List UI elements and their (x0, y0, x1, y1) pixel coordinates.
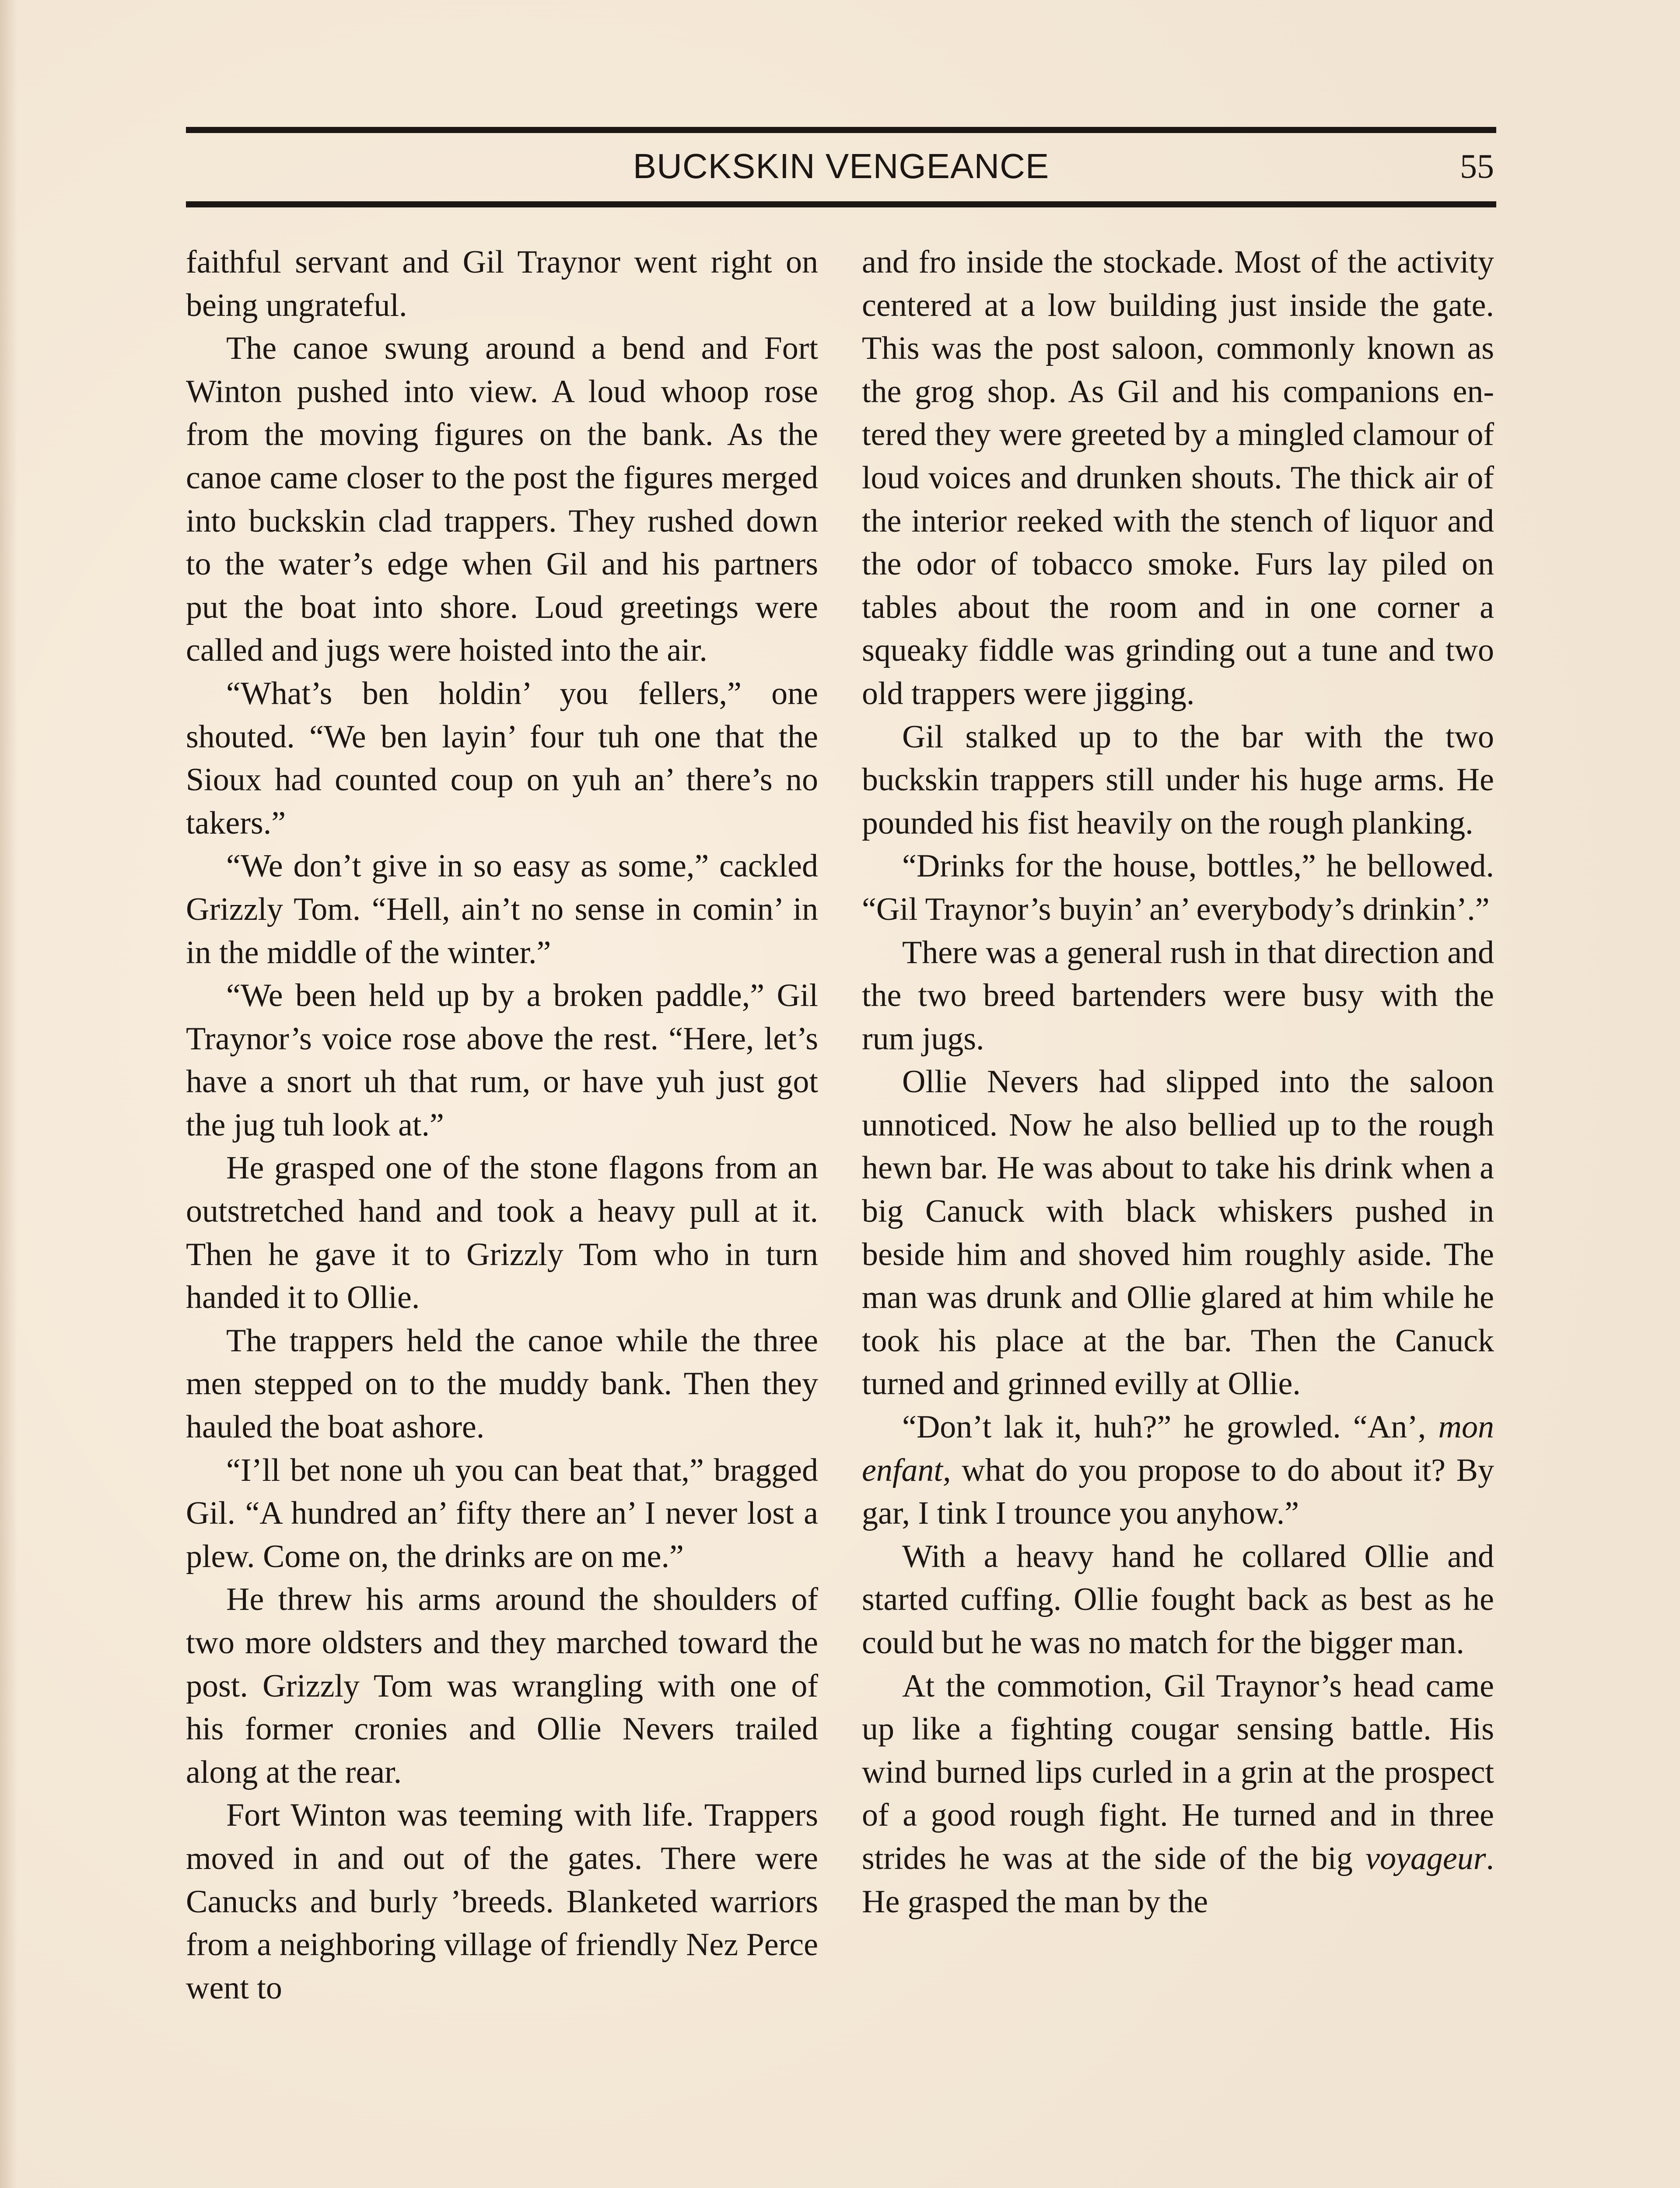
paragraph: “We don’t give in so easy as some,” cackled Grizzly Tom. “Hell, ain’t no sense in comin’ in in the middle of the winter.” (186, 848, 818, 971)
paragraph: The trappers held the canoe while the three men stepped on to the muddy bank. Then they hauled the boat ashore. (186, 1322, 818, 1445)
paragraph: He threw his arms around the shoulders of two more oldsters and they marched toward the post. Grizzly Tom was wrangling with one of his former cronies and Ollie Nevers trailed along at the rear. (186, 1581, 818, 1790)
paragraph (862, 1406, 1494, 1535)
paragraph: and fro inside the stockade. Most of the activity centered at a low building just inside the gate. This was the post saloon, commonly known as the grog shop. As Gil and his companions entered they were greeted by a mingled clamour of loud voices and drunken shouts. The thick air of the interior reeked with the stench of liquor and the odor of tobacco smoke. Furs lay piled on tables about the room and in one corner a squeaky fiddle was grinding out a tune and two old trappers were jigging. (862, 244, 1494, 712)
paragraph: Ollie Nevers had slipped into the saloon unnoticed. Now he also bellied up to the rough hewn bar. He was about to take his drink when a big Canuck with black whiskers pushed in beside him and shoved him roughly aside. The man was drunk and Ollie glared at him while he took his place at the bar. Then the Canuck turned and grinned evilly at Ollie. (862, 1064, 1494, 1402)
text-run: . He grasped the man by the (862, 1840, 1494, 1920)
text-run: At the commotion, Gil Traynor’s head came up like a fighting cougar sensing battle. His wind burned lips curled in a grin at the prospect of a good rough fight. He turned and in three strides he was at the side of the big (862, 1668, 1494, 1876)
paragraph: “I’ll bet none uh you can beat that,” bragged Gil. “A hundred an’ fifty there an’ I never lost a plew. Come on, the drinks are on me.” (186, 1452, 818, 1574)
paragraph: He grasped one of the stone flagons from an outstretched hand and took a heavy pull at it. Then he gave it to Grizzly Tom who in turn handed it to Ollie. (186, 1150, 818, 1316)
left-column (186, 241, 818, 2009)
header-rule-top (186, 127, 1496, 133)
paragraph: The canoe swung around a bend and Fort Winton pushed into view. A loud whoop rose from the moving figures on the bank. As the canoe came closer to the post the figures merged into buckskin clad trappers. They rushed down to the water’s edge when Gil and his partners put the boat into shore. Loud greetings were called and jugs were hoisted into the air. (186, 330, 818, 669)
header-rule-bottom (186, 201, 1496, 207)
text-run: “Don’t lak it, huh?” he growled. “An’, (902, 1409, 1438, 1445)
paragraph: “What’s ben holdin’ you fellers,” one shouted. “We ben layin’ four tuh one that the Sioux had counted coup on yuh an’ there’s no takers.” (186, 675, 818, 841)
page-edge-shadow (0, 0, 18, 2188)
paragraph: “Drinks for the house, bottles,” he bellowed. “Gil Traynor’s buyin’ an’ everybody’s drinkin’.” (862, 848, 1494, 927)
paragraph (862, 1665, 1494, 1924)
running-header-title: BUCKSKIN VENGEANCE (633, 147, 1050, 186)
paragraph: Fort Winton was teeming with life. Trappers moved in and out of the gates. There were Canucks and burly ’breeds. Blanketed warriors from a neighboring village of friendly Nez Perce went to (186, 1797, 818, 2006)
page-number: 55 (1460, 147, 1494, 185)
italic-word: voyageur (1365, 1840, 1486, 1876)
paragraph: “We been held up by a broken paddle,” Gil Traynor’s voice rose above the rest. “Here, let’s have a snort uh that rum, or have yuh just got the jug tuh look at.” (186, 978, 818, 1143)
paragraph: There was a general rush in that direction and the two breed bartenders were busy with the rum jugs. (862, 934, 1494, 1057)
text-run: what do you propose to do about it? By gar, I tink I trounce you anyhow.” (862, 1452, 1494, 1532)
paragraph: faithful servant and Gil Traynor went right on being ungrateful. (186, 244, 818, 323)
paragraph: Gil stalked up to the bar with the two buckskin trappers still under his huge arms. He pounded his fist heavily on the rough planking. (862, 719, 1494, 841)
italic-phrase: mon enfant, (862, 1409, 1494, 1488)
right-column (862, 241, 1494, 1923)
paragraph: With a heavy hand he collared Ollie and started cuffing. Ollie fought back as best as he could but he was no match for the bigger man. (862, 1538, 1494, 1661)
